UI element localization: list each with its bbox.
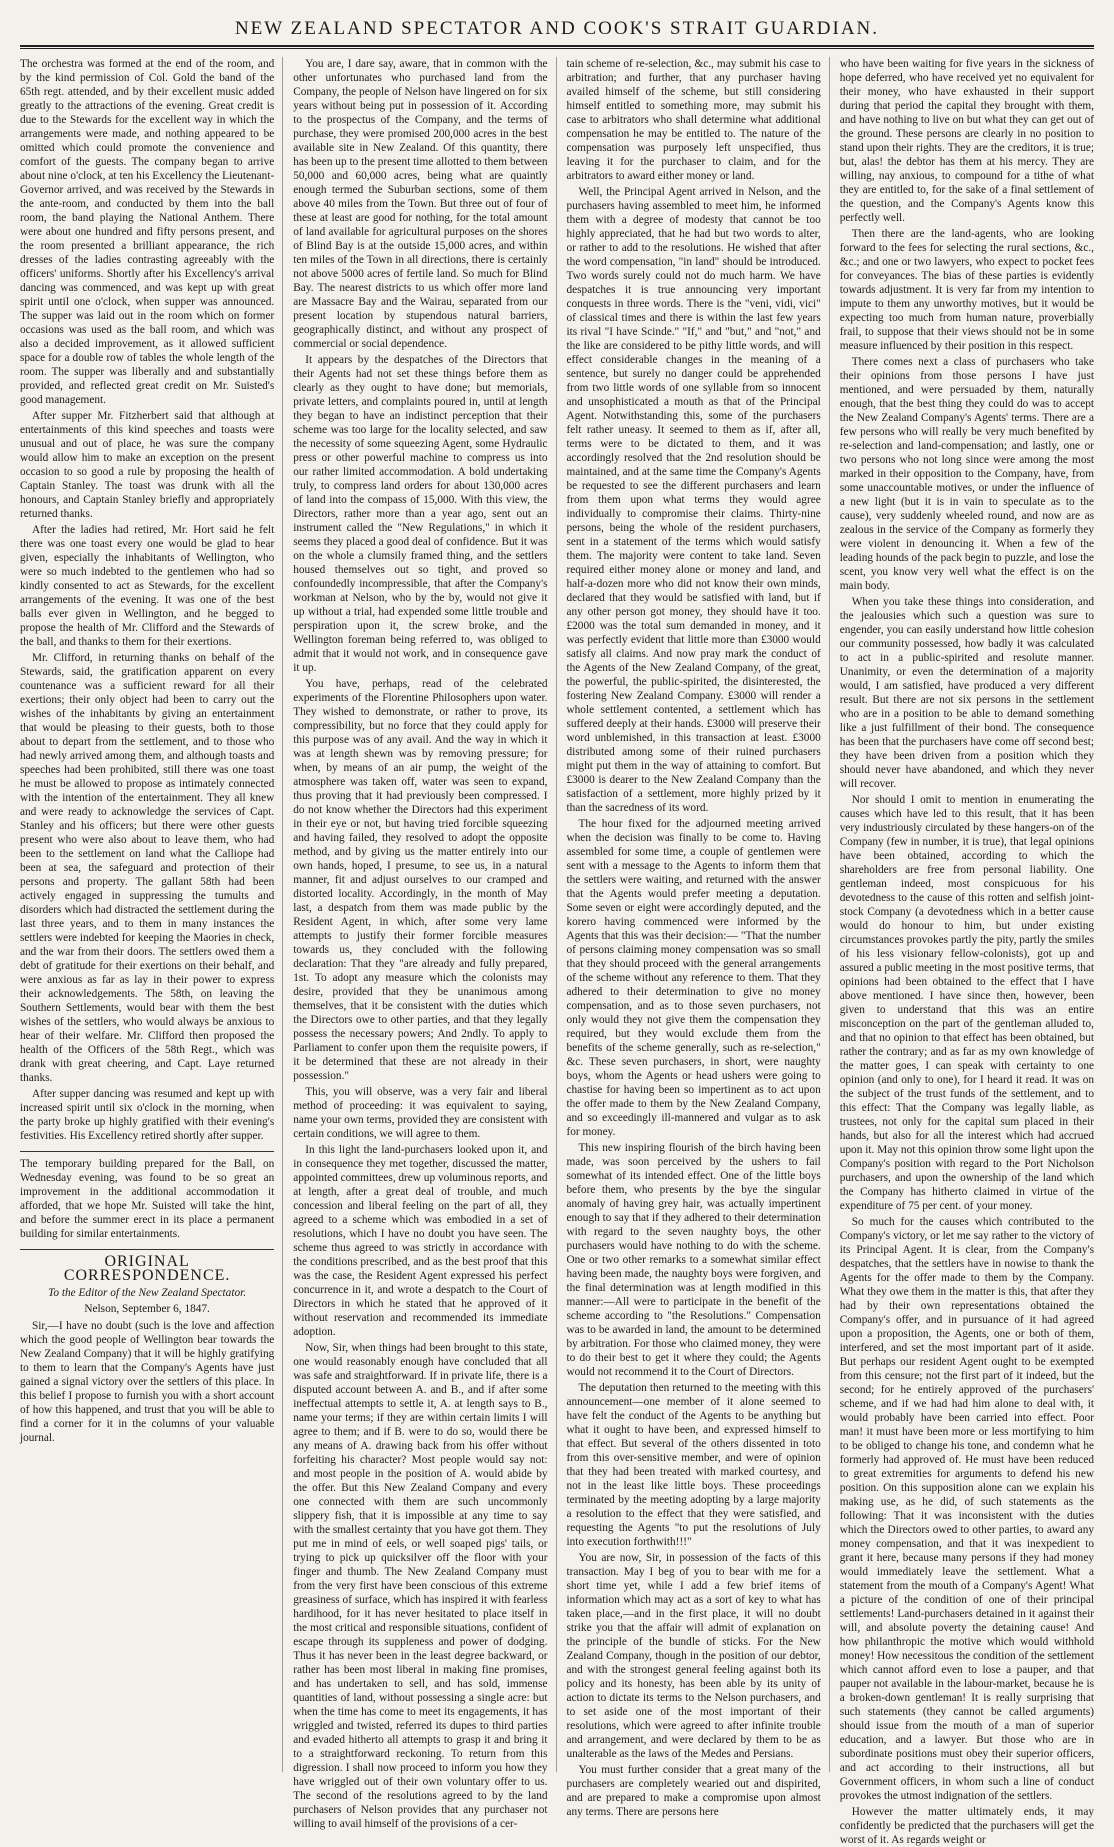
letter-paragraph: Sir,—I have no doubt (such is the love and affection which the good people of Wellington bear towards the New Zealand Company) that it will be highly gratifying to them to learn that the Company's Agents have just gained a signal victory over the settlers of this place. In this belief I propose to furnish you with a short account of how this happened, and trust that you will be able to find a corner for it in the columns of your valuable journal. xyxy=(20,1320,275,1444)
editor-address: To the Editor of the New Zealand Spectator. xyxy=(48,1287,247,1299)
paragraph: In this light the land-purchasers looked upon it, and in consequence they met together, discussed the matter, appointed committees, drew up voluminous reports, and at length, after a great deal of trouble, and much concession and liberal feeling on the part of all, they agreed to a scheme which was embodied in a set of resolutions, which I have no doubt you have seen. The scheme thus agreed to was strictly in accordance with the conditions prescribed, and as the best proof that this was the case, the Resident Agent expressed his perfect concurrence in it, and wrote a despatch to the Court of Directors in which he stated that he approved of it without reservation and recommended its immediate adoption. xyxy=(293,1144,548,1338)
article-columns xyxy=(20,57,1094,1846)
paragraph: You have, perhaps, read of the celebrated experiments of the Florentine Philosophers upon water. They wished to demonstrate, or rather to prove, its compressibility, but no force that they could apply for this purpose was of any avail. And the way in which it was at length shewn was by removing pressure; for when, by means of an air pump, the weight of the atmosphere was taken off, water was seen to expand, thus proving that it had previously been compressed. I do not know whether the Directors had this experiment in their eye or not, but having tried forcible squeezing and having failed, they resolved to adopt the opposite method, and by giving us the matter entirely into our own hands, hoped, I presume, to see us, in a natural manner, fit and adjust ourselves to our cramped and distorted locality. Accordingly, in the month of May last, a despatch from them was made public by the Resident Agent, in which, after some very lame attempts to justify their former forcible measures towards us, they concluded with the following declaration: That they "are already and fully prepared, 1st. To adopt any measure which the colonists may desire, provided that they be unanimous among themselves, that it be consistent with the duties which the Directors owe to other parties, and that they legally possess the necessary powers; And 2ndly. To apply to Parliament to confer upon them the requisite powers, if it be determined that these are not already in their possession." xyxy=(293,678,548,1082)
paragraph: The hour fixed for the adjourned meeting arrived when the decision was finally to be come to. Having assembled for some time, a couple of gentlemen were sent with a message to the Agents to inform them that the settlers were waiting, and returned with the answer that the Agents would prefer meeting a deputation. Some seven or eight were accordingly deputed, and the korero having commenced were informed by the Agents that this was their decision:— "That the number of persons claiming money compensation was so small that they should proceed with the general arrangements of the scheme without any reference to them. That they adhered to their determination to give no money compensation, and as to those seven purchasers, not only would they not give them the compensation they required, but they would exclude them from the benefits of the scheme generally, such as re-selection," &c. These seven purchasers, in short, were naughty boys, whom the Agents or head ushers were going to chastise for having been so impertinent as to act upon the offer made to them by the New Zealand Company, and so exceedingly ill-mannered and vulgar as to ask for money. xyxy=(566,818,821,1138)
paragraph: After supper dancing was resumed and kept up with increased spirit until six o'clock in the morning, when the party broke up highly gratified with their evening's festivities. His Excellency retired shortly after supper. xyxy=(20,1088,275,1142)
column-1 xyxy=(20,57,283,1772)
paragraph: Well, the Principal Agent arrived in Nelson, and the purchasers having assembled to meet him, he informed them with a degree of modesty that cannot be too highly appreciated, that he had but two words to alter, or rather to add to the resolutions. He wished that after the word compensation, "in land" should be introduced. Two words surely could not do much harm. We have despatches it is true announcing very important conquests in three words. There is the "veni, vidi, vici" of classical times and there is within the last few years its rival "I have Scinde." "If," and "but," and "not," and the like are considered to be pithy little words, and will effect considerable changes in the meaning of a sentence, but surely no danger could be apprehended from two little words of one syllable from so innocent and unsophisticated a mouth as that of the Principal Agent. Notwithstanding this, some of the purchasers felt rather uneasy. It seemed to them as if, after all, terms were to be dictated to them, and it was accordingly resolved that the 2nd resolution should be maintained, and at the same time the Company's Agents be requested to see the different purchasers and learn from them upon what terms they would agree individually to compromise their claims. Thirty-nine persons, being the whole of the resident purchasers, sent in a statement of the terms which would satisfy them. The majority were content to take land. Seven required either money alone or money and land, and half-a-dozen more who did not know their own minds, declared that they would be satisfied with land, but if any other person got money, they should have it too. £2000 was the total sum demanded in money, and it was perfectly evident that little more than £3000 would satisfy all claims. And now pray mark the conduct of the Agents of the New Zealand Company, of the great, the powerful, the public-spirited, the disinterested, the fostering New Zealand Company. £3000 will render a whole settlement contented, a settlement which has suffered deeply at their hands. £3000 will preserve their word unblemished, in this transaction at least. £3000 distributed among some of their ruined purchasers might put them in the way of attaining to comfort. But £3000 is dearer to the New Zealand Company than the satisfaction of a settlement, more highly prized by it than the sacredness of its word. xyxy=(566,186,821,814)
masthead-rule-thin xyxy=(20,48,1094,49)
paragraph: Mr. Clifford, in returning thanks on behalf of the Stewards, said, the gratification apparent on every countenance was a sufficient reward for all their exertions; their only object had been to carry out the wishes of the inhabitants by giving an entertainment that would be pleasing to their guests, both to those about to depart from the settlement, and to those who had newly arrived among them, and although toasts and speeches had been prohibited, still there was one toast he must be allowed to propose as intimately connected with the intention of the entertainment. They all knew and were ready to acknowledge the services of Capt. Stanley and his officers; but there were other guests present who were also about to leave them, who had been to the settlement on land what the Calliope had been at sea, the safeguard and protection of their persons and property. The gallant 58th had been actively engaged in suppressing the tumults and disorders which had distracted the settlement during the last three years, and to them in many instances the settlers were indebted for keeping the Maories in check, and the war from their doors. The settlers owed them a debt of gratitude for their exertions on their behalf, and were anxious as far as lay in their power to express their acknowledgements. The 58th, on leaving the Southern Settlements, would bear with them the best wishes of the settlers, who would always be anxious to hear of their welfare. Mr. Clifford then proposed the health of the Officers of the 58th Regt., which was drank with great cheering, and Capt. Laye returned thanks. xyxy=(20,652,275,1084)
paragraph: When you take these things into consideration, and the jealousies which such a question was sure to engender, you can easily understand how little cohesion our community possessed, how badly it was calculated to act in a public-spirited and resolute manner. Unanimity, or even the determination of a majority would, I am satisfied, have produced a very different result. But there are not six persons in the settlement who are in a position to be able to demand something like a just fulfillment of their bond. The consequence has been that the purchasers have come off second best; they have been driven from a position which they should never have abandoned, and which they never will recover. xyxy=(839,596,1094,790)
paragraph: There comes next a class of purchasers who take their opinions from those persons I have just mentioned, and were persuaded by them, naturally enough, that the best thing they could do was to accept the New Zealand Company's Agents' terms. There are a few persons who will really be very much benefited by re-selection and land-compensation; and lastly, one or two persons who not long since were among the most marked in their opposition to the Company, have, from some unaccountable motives, or under the influence of a new light (but it is in vain to speculate as to the cause), very suddenly wheeled round, and now are as zealous in the service of the Company as formerly they were violent in denouncing it. When a few of the leading hounds of the pack begin to puzzle, and lose the scent, you know very well what the effect is on the main body. xyxy=(839,356,1094,592)
paragraph: So much for the causes which contributed to the Company's victory, or let me say rather to the victory of its Principal Agent. It is clear, from the Company's despatches, that the settlers have in nowise to thank the Agents for the offer made to them by the Company. What they owe them in the matter is this, that after they had by their own representations obtained the Company's offer, and in pursuance of it had agreed upon a proposition, the Agents, one or both of them, interfered, and set the most important part of it aside. But perhaps our resident Agent ought to be exempted from this censure; not the first part of it indeed, but the second; for he entirely approved of the purchasers' scheme, and if we had had him alone to deal with, it would probably have been carried into effect. Poor man! it must have been more or less mortifying to him to be obliged to change his tone, and condemn what he formerly had approved of. He must have been reduced to great extremities for arguments to defend his new position. On this supposition alone can we explain his making use, as he did, of such statements as the following: That it was inconsistent with the duties which the Directors owed to other parties, to award any money compensation, and that it was inexpedient to grant it here, because many persons if they had money would immediately leave the settlement. What a statement from the mouth of a Company's Agent! What a picture of the condition of one of their principal settlements! Land-purchasers detained in it against their will, and absolute poverty the detaining cause! And how philanthropic the motive which would withhold money! How necessitous the condition of the settlement which cannot afford even to lose a pauper, and that pauper not available in the labour-market, because he is a broken-down gentleman! It is really surprising that such statements (they cannot be called arguments) should issue from the mouth of a man of superior education, and a lawyer. But those who are in subordinate positions must obey their superior officers, and act according to their instructions, all but Government officers, in whom such a line of conduct provokes the utmost indignation of the settlers. xyxy=(839,1216,1094,1802)
paragraph: This, you will observe, was a very fair and liberal method of proceeding: it was equivalent to saying, name your own terms, provided they are consistent with certain conditions, we will agree to them. xyxy=(293,1086,548,1140)
dateline: Nelson, September 6, 1847. xyxy=(84,1303,210,1315)
paragraph: After supper Mr. Fitzherbert said that although at entertainments of this kind speeches and toasts were unusual and out of place, he was sure the company would allow him to make an exception on the present occasion to so good a rule by proposing the health of Captain Stanley. The toast was drunk with all the honours, and Captain Stanley briefly and appropriately returned thanks. xyxy=(20,410,275,520)
paragraph: who have been waiting for five years in the sickness of hope deferred, who have received yet no equivalent for their money, who have exhausted in their support during that period the capital they brought with them, and have nothing to live on but what they can get out of the ground. These persons are clearly in no position to stand upon their rights. They are the creditors, it is true; but, alas! the debtor has them at his mercy. They are willing, nay anxious, to compound for a tithe of what they are entitled to, for the sake of a final settlement of the question, and the Company's Agents know this perfectly well. xyxy=(839,58,1094,224)
paragraph: Then there are the land-agents, who are looking forward to the fees for selecting the rural sections, &c., &c.; and one or two lawyers, who expect to pocket fees for conveyances. The bias of these parties is evidently towards adjustment. It is very far from my intention to impute to them any unworthy motives, but it would be expecting too much from human nature, proverbially frail, to suppose that their views should not be in some measure influenced by their position in this respect. xyxy=(839,228,1094,352)
column-4 xyxy=(839,57,1094,1846)
paragraph: You are, I dare say, aware, that in common with the other unfortunates who purchased land from the Company, the people of Nelson have lingered on for six years without being put in possession of it. According to the prospectus of the Company, and the terms of purchase, they were promised 200,000 acres in the best available site in New Zealand. Of this quantity, there has been up to the present time allotted to them between 50,000 and 60,000 acres, being what are quaintly enough termed the Suburban sections, some of them above 40 miles from the Town. But three out of four of these at least are good for nothing, for the total amount of land available for agricultural purposes on the shores of Blind Bay is at the outside 15,000 acres, and within ten miles of the Town in all directions, there is certainly not above 5000 acres of fertile land. So much for Blind Bay. The nearest districts to us which offer more land are Massacre Bay and the Wairau, separated from our present location by stupendous natural barriers, geographically distinct, and without any prospect of commercial or social dependence. xyxy=(293,58,548,350)
masthead-title: NEW ZEALAND SPECTATOR AND COOK'S STRAIT GUARDIAN. xyxy=(234,18,880,39)
section-divider xyxy=(20,1151,274,1152)
paragraph: Nor should I omit to mention in enumerating the causes which have led to this result, that it has been very industriously circulated by these hangers-on of the Company (few in number, it is true), that legal opinions have been obtained, according to which the shareholders are free from personal liability. One gentleman indeed, most conspicuous for his devotedness to the cause of this rotten and selfish joint-stock Company (a devotedness which in a better cause would do honour to him, but under existing circumstances provokes partly the pity, partly the smiles of his less visionary fellow-colonists), got up and assured a public meeting in the most positive terms, that opinions had been obtained to the effect that I have above mentioned. I have since then, however, been given to understand that this was an entire misconception on the part of the gentleman alluded to, and that no opinion to that effect has been obtained, but rather the contrary; and as far as my own knowledge of the matter goes, I can speak with certainty to one opinion (and only to one), for I heard it read. It was on the subject of the trust funds of the settlement, and to this effect: That the Company was legally liable, as trustees, not only for the capital sum placed in their hands, but also for all the interest which had accrued upon it. May not this opinion throw some light upon the Company's position with regard to the Port Nicholson purchasers, and upon the ownership of the land which the Company has hitherto claimed in virtue of the expenditure of 75 per cent. of your money. xyxy=(839,794,1094,1212)
section-title: ORIGINAL CORRESPONDENCE. xyxy=(63,1253,231,1284)
paragraph: tain scheme of re-selection, &c., may submit his case to arbitration; and further, that any purchaser having availed himself of the scheme, but still considering himself entitled to something more, may submit his case to arbitrators who shall determine what additional compensation he may be entitled to. The nature of the compensation was purposely left unspecified, thus leaving it for the purchaser to claim, and for the arbitrators to award either money or land. xyxy=(566,58,821,182)
column-3 xyxy=(566,57,830,1818)
column-2 xyxy=(293,57,556,1830)
paragraph: It appears by the despatches of the Directors that their Agents had not set these things before them as clearly as they ought to have done; but memorials, private letters, and complaints poured in, until at length they began to have an indistinct perception that their scheme was too large for the locality selected, and saw the necessity of some squeezing Agent, some Hydraulic press or other powerful machine to compress us into our rather limited accommodation. A bold undertaking truly, to compress land orders for about 130,000 acres of land into the compass of 15,000. With this view, the Directors, rather more than a year ago, sent out an instrument called the "New Regulations," in which it seems they placed a good deal of confidence. But it was on the whole a clumsily framed thing, and the settlers housed themselves out so tight, and proved so confoundedly incompressible, that after the Company's workman at Nelson, who by the by, would not give it up without a trial, had expended some little trouble and perspiration upon it, the screw broke, and the Wellington foreman being referred to, was obliged to admit that it would not work, and in consequence gave it up. xyxy=(293,354,548,674)
paragraph: Now, Sir, when things had been brought to this state, one would reasonably enough have concluded that all was safe and straightforward. If in private life, there is a disputed account between A. and B., and if after some ineffectual attempts to settle it, A. at length says to B., name your terms; if they are within certain limits I will agree to them; and if B. were to do so, would there be any means of A. drawing back from his offer without forfeiting his character? Most people would say not: and most people in the position of A. would abide by the offer. But this New Zealand Company and every one connected with them are such uncommonly slippery fish, that it is impossible at any time to say with the smallest certainty that you have got them. They put me in mind of eels, or well soaped pigs' tails, or trying to pick up quicksilver off the floor with your finger and thumb. The New Zealand Company must from the very first have been conscious of this extreme greasiness of surface, which has inspired it with fearless hardihood, for it has never hesitated to place itself in the most critical and responsible situations, confident of escape through its suppleness and power of dodging. Thus it has never been in the least degree backward, or rather has been most liberal in making fine promises, and has undertaken to sell, and has sold, immense quantities of land, without possessing a single acre: but when the time has come to meet its engagements, it has wriggled and twisted, referred its dupes to third parties and evaded hitherto all attempts to grasp it and bring it to a straightforward reckoning. To return from this digression. I shall now proceed to inform you how they have wriggled out of their own voluntary offer to us. The second of the resolutions agreed to by the land purchasers of Nelson provides that any purchaser not willing to avail himself of the provisions of a cer- xyxy=(293,1342,548,1830)
paragraph: However the matter ultimately ends, it may confidently be predicted that the purchasers will get the worst of it. As regards weight or xyxy=(839,1806,1094,1846)
paragraph: You are now, Sir, in possession of the facts of this transaction. May I beg of you to bear with me for a short time yet, while I add a few brief items of information which may act as a sort of key to what has taken place,—and in the first place, it will no doubt strike you that the affair will admit of explanation on the principle of the bundle of sticks. For the New Zealand Company, though in the position of our debtor, and with the strongest general feeling against both its policy and its honesty, has been able by its unity of action to dictate its terms to the Nelson purchasers, and to set aside one of the most important of their resolutions, which were agreed to after infinite trouble and arrangement, and were declared by them to be as unalterable as the laws of the Medes and Persians. xyxy=(566,1552,821,1760)
paragraph: The orchestra was formed at the end of the room, and by the kind permission of Col. Gold the band of the 65th regt. attended, and by their excellent music added greatly to the attractions of the evening. Great credit is due to the Stewards for the excellent way in which the arrangements were made, and nothing appeared to be omitted which could promote the convenience and comfort of the guests. The company began to arrive about nine o'clock, at ten his Excellency the Lieutenant-Governor arrived, and was received by the Stewards in the ante-room, and conducted by them into the ball room, the band playing the National Anthem. There were about one hundred and fifty persons present, and the room presented a brilliant appearance, the rich dresses of the ladies contrasting agreeably with the officers' uniforms. Shortly after his Excellency's arrival dancing was commenced, and was kept up with great spirit until one o'clock, when supper was announced. The supper was laid out in the room which on former occasions was used as the ball room, and which was also a decided improvement, as it allowed sufficient space for a double row of tables the whole length of the room. The supper was liberally and and substantially provided, and reflected great credit on Mr. Suisted's good management. xyxy=(20,58,275,406)
paragraph: After the ladies had retired, Mr. Hort said he felt there was one toast every one would be glad to hear given, especially the inhabitants of Wellington, who were so much indebted to the gentlemen who had so kindly consented to act as Stewards, for the excellent arrangements of the evening. It was one of the best balls ever given in Wellington, and he begged to propose the health of Mr. Clifford and the Stewards of the ball, and thanks to them for their exertions. xyxy=(20,524,275,648)
section-divider xyxy=(20,1249,274,1250)
paragraph: The deputation then returned to the meeting with this announcement—one member of it alone seemed to have felt the conduct of the Agents to be anything but what it ought to have been, and expressed himself to that effect. But several of the others dissented in toto from this over-sensitive member, and were of opinion that they had been treated with marked courtesy, and not in the least like little boys. These proceedings terminated by the meeting adopting by a large majority a resolution to the effect that they were satisfied, and requesting the Agents "to put the resolutions of July into execution forthwith!!!" xyxy=(566,1382,821,1548)
paragraph: This new inspiring flourish of the birch having been made, was soon perceived by the ushers to fail somewhat of its intended effect. One of the little boys before them, who presents by the bye the singular anomaly of having grey hair, was actually impertinent enough to say that if they adhered to their determination with regard to the seven naughty boys, the other purchasers would have nothing to do with the scheme. One or two other remarks to a somewhat similar effect having been made, the naughty boys were forgiven, and the final determination was at length modified in this manner:—All were to participate in the benefit of the scheme according to "the Resolutions." Compensation was to be awarded in land, the amount to be determined by arbitration. For those who claimed money, they were to do their best to get it where they could; the Agents would not recommend it to the Court of Directors. xyxy=(566,1142,821,1378)
paragraph: You must further consider that a great many of the purchasers are completely wearied out and dispirited, and are prepared to make a compromise upon almost any terms. There are persons here xyxy=(566,1764,821,1818)
masthead-rule-thick xyxy=(20,45,1094,47)
paragraph: The temporary building prepared for the Ball, on Wednesday evening, was found to be so great an improvement in the additional accommodation it afforded, that we hope Mr. Suisted will take the hint, and before the summer erect in its place a permanent building for similar entertainments. xyxy=(20,1158,275,1240)
